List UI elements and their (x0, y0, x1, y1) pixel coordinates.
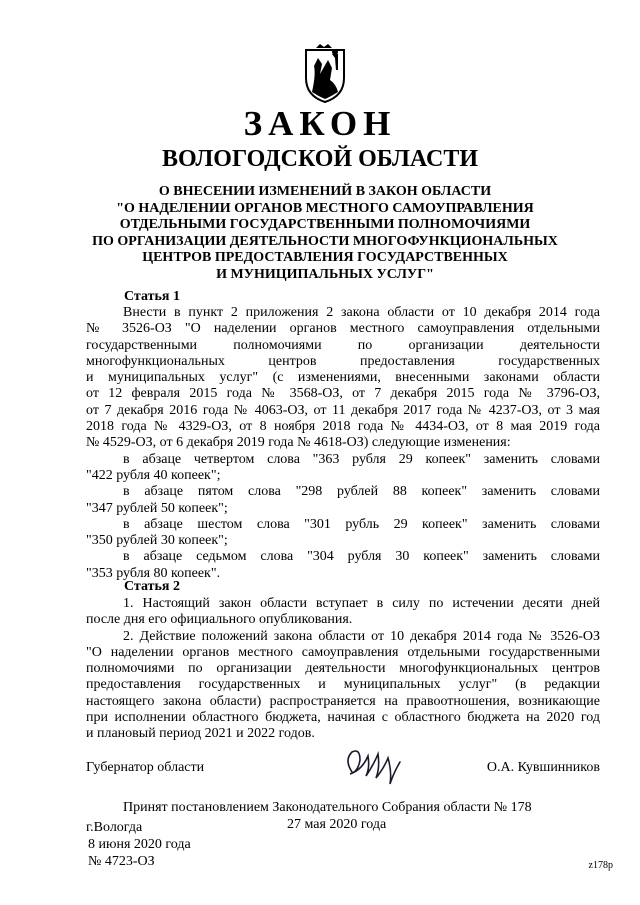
handwritten-signature (338, 742, 408, 790)
law-number: № 4723-ОЗ (88, 854, 155, 869)
text-line: Внести в пункт 2 приложения 2 закона области от 10 декабря 2014 года (123, 305, 600, 320)
text-line: от 7 декабря 2016 года № 4063-ОЗ, от 11 декабря 2017 года № 4237-ОЗ, от 3 мая (86, 402, 600, 418)
city: г.Вологда (86, 820, 143, 835)
text-line: 2. Действие положений закона области от 10 декабря 2014 года № 3526-ОЗ (123, 628, 600, 644)
document-code: z178p (588, 860, 613, 871)
text-line: № 3526-ОЗ "О наделении органов местного самоуправления отдельными (86, 321, 600, 337)
text-line: многофункциональных центров предоставления государственных (86, 353, 600, 369)
adopted-date: 27 мая 2020 года (287, 817, 387, 832)
text-line: в абзаце пятом слова "298 рублей 88 копеек" заменить словами (123, 484, 600, 500)
article-1-heading: Статья 1 (124, 289, 180, 304)
text-line: при исполнении областного бюджета, начиная с областного бюджета на 2020 год (86, 710, 600, 726)
text-line: 1. Настоящий закон области вступает в силу по истечении десяти дней (123, 596, 600, 611)
document-subtitle: ВОЛОГОДСКОЙ ОБЛАСТИ (161, 146, 479, 172)
document-title: ЗАКОН (243, 104, 397, 143)
text-line: в абзаце шестом слова "301 рубль 29 копеек" заменить словами (123, 516, 600, 532)
article-2-text (86, 596, 600, 743)
text-line: предоставления государственных и муниципальных услуг" (в редакции (86, 677, 600, 693)
article-1-text (86, 305, 600, 582)
signatory-name: О.А. Кувшинников (486, 760, 600, 775)
law-name-line: "О НАДЕЛЕНИИ ОРГАНОВ МЕСТНОГО САМОУПРАВЛЕНИЯ (116, 200, 534, 216)
law-name-line: О ВНЕСЕНИИ ИЗМЕНЕНИЙ В ЗАКОН ОБЛАСТИ (158, 184, 492, 199)
text-line: в абзаце четвертом слова "363 рубля 29 копеек" заменить словами (123, 451, 600, 467)
text-line: "422 рубля 40 копеек"; (86, 467, 221, 483)
law-name (80, 184, 570, 283)
law-name-line: И МУНИЦИПАЛЬНЫХ УСЛУГ" (216, 266, 434, 282)
text-line: 2018 года № 4329-ОЗ, от 8 ноября 2018 года № 4434-ОЗ, от 8 мая 2019 года (86, 419, 600, 435)
signing-date: 8 июня 2020 года (88, 837, 191, 852)
text-line: № 4529-ОЗ, от 6 декабря 2019 года № 4618-ОЗ) следующие изменения: (86, 435, 511, 451)
adopted-statement: Принят постановлением Законодательного Собрания области № 178 (123, 800, 532, 815)
law-name-line: ПО ОРГАНИЗАЦИИ ДЕЯТЕЛЬНОСТИ МНОГОФУНКЦИОНАЛЬНЫХ (92, 233, 558, 249)
text-line: "О наделении органов местного самоуправления отдельными государственными (86, 644, 600, 660)
text-line: и муниципальных услуг" (с изменениями, внесенными законами области (86, 370, 600, 386)
text-line: от 12 февраля 2015 года № 3568-ОЗ, от 7 декабря 2015 года № 3796-ОЗ, (86, 386, 600, 402)
text-line: "353 рубля 80 копеек". (86, 565, 221, 581)
text-line: в абзаце седьмом слова "304 рубля 30 копеек" заменить словами (123, 549, 600, 565)
signatory-position: Губернатор области (86, 760, 205, 775)
text-line: настоящего закона области) распространяется на правоотношения, возникающие (86, 693, 600, 709)
law-name-line: ОТДЕЛЬНЫМИ ГОСУДАРСТВЕННЫМИ ПОЛНОМОЧИЯМИ (119, 217, 531, 232)
text-line: после дня его официального опубликования. (86, 612, 353, 628)
text-line: полномочиями по организации деятельности многофункциональных центров (86, 661, 600, 677)
article-2-heading: Статья 2 (124, 579, 180, 594)
vologda-coat-of-arms-icon (302, 44, 348, 104)
text-line: "350 рублей 30 копеек"; (86, 533, 228, 549)
law-name-line: ЦЕНТРОВ ПРЕДОСТАВЛЕНИЯ ГОСУДАРСТВЕННЫХ (142, 250, 508, 265)
text-line: государственными полномочиями по организации деятельности (86, 337, 600, 353)
text-line: и плановый период 2021 и 2022 годов. (86, 726, 315, 742)
text-line: "347 рублей 50 копеек"; (86, 500, 228, 516)
